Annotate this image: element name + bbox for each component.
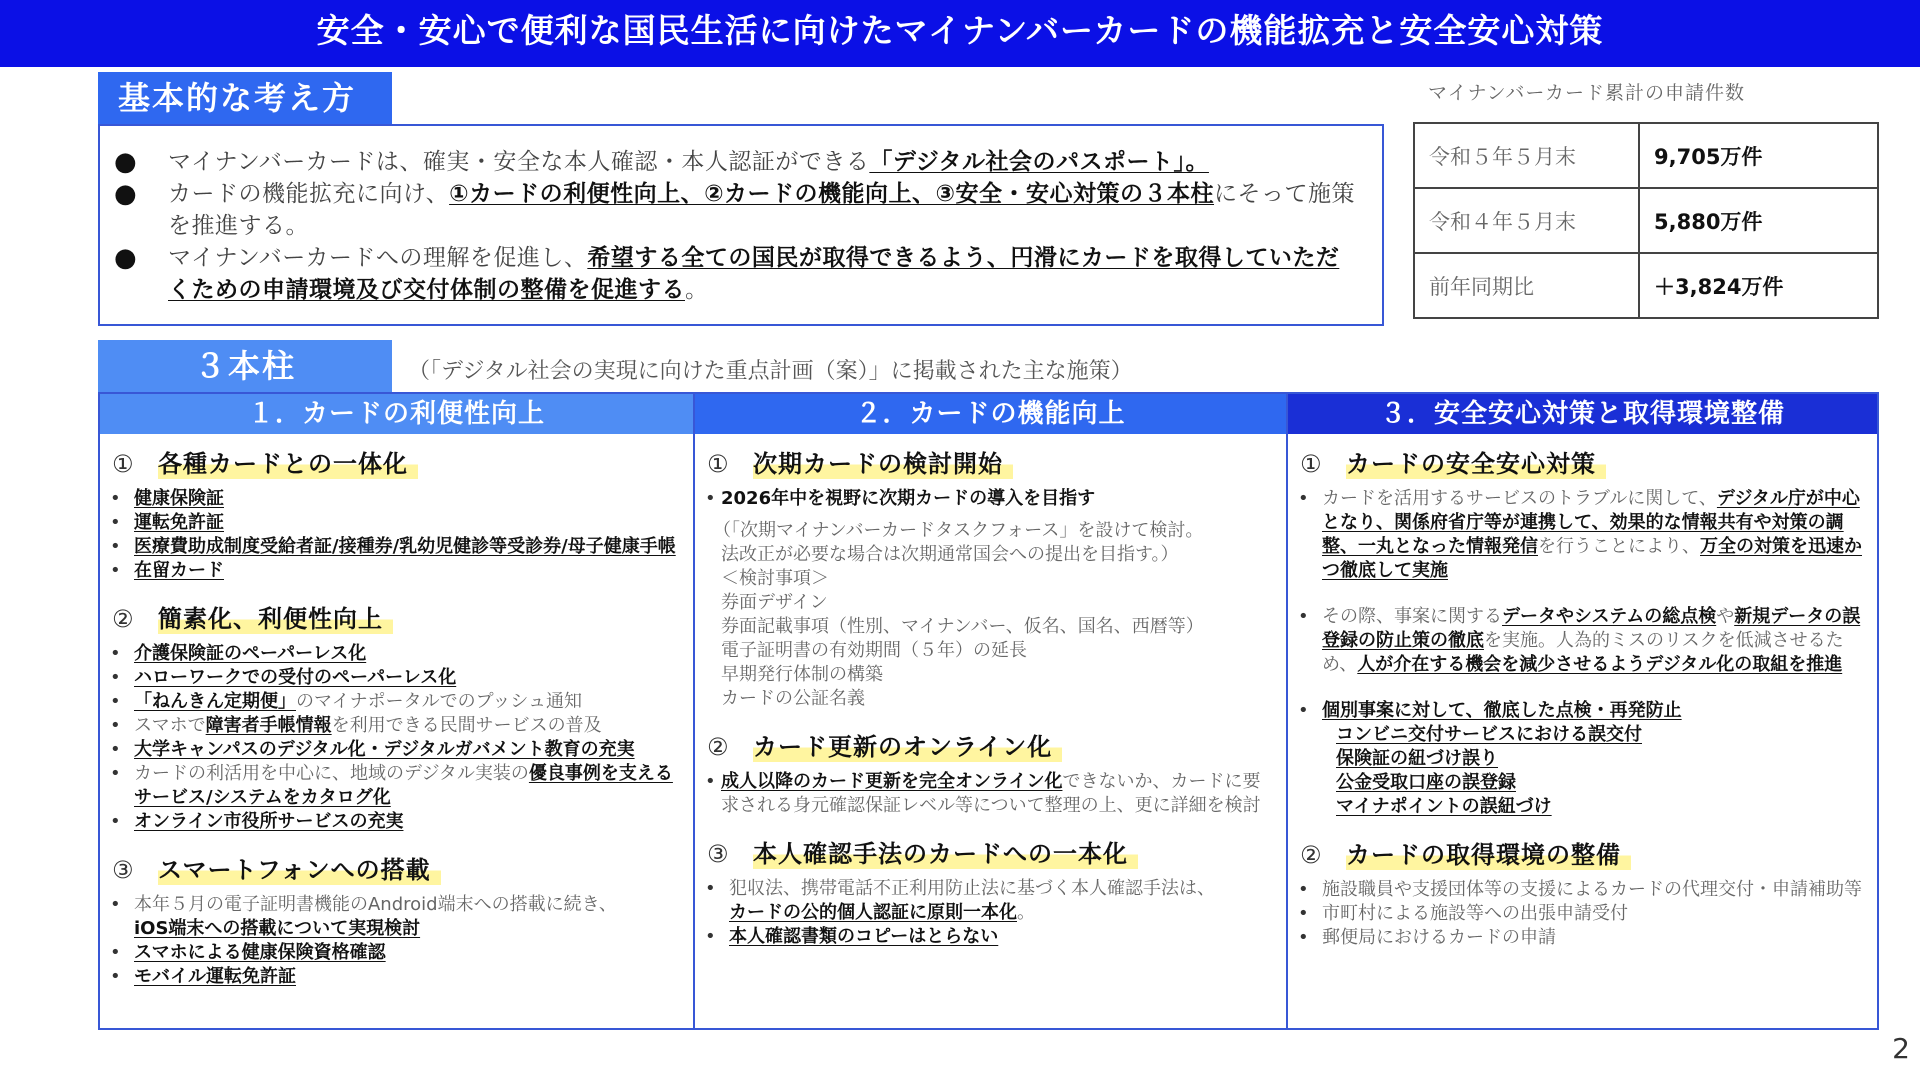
bullet-icon: •	[110, 691, 121, 712]
item-text: スマホによる健康保険資格確認	[134, 942, 386, 963]
item-text: カードを活用するサービスのトラブルに関して、	[1322, 488, 1717, 509]
item-text: その際、事案に関する	[1322, 606, 1502, 627]
item-text: を利用できる民間サービスの普及	[331, 715, 602, 736]
table-row	[1414, 123, 1878, 188]
list-item	[108, 511, 685, 535]
basic-emph: 希望する全ての国民が取得できるよう、円滑にカードを取得していただくための申請環境及び交付体制の整備を促進する	[168, 245, 1340, 303]
stats-label: 令和４年５月末	[1414, 188, 1639, 253]
basic-bullet-2	[114, 178, 1362, 242]
bullet-icon: •	[110, 667, 121, 688]
item-text: スマホで	[134, 715, 206, 736]
item-text: 保険証の紐づけ誤り	[1336, 748, 1498, 769]
bullet-icon: •	[110, 560, 121, 581]
column-convenience	[100, 394, 693, 1028]
item-list	[108, 642, 685, 834]
bullet-icon: ●	[114, 179, 137, 209]
basic-text: マイナンバーカードへの理解を促進し、	[168, 245, 588, 271]
section-heading	[108, 444, 685, 479]
list-item	[703, 770, 1278, 818]
list-item	[1296, 902, 1869, 926]
item-text: 本年５月の電子証明書機能のAndroid端末への搭載に続き、	[134, 894, 617, 915]
item-text: 郵便局におけるカードの申請	[1322, 927, 1556, 948]
section-number: ①	[112, 450, 134, 478]
item-emph: 人が介在する機会を減少させるようデジタル化の取組を推進	[1357, 654, 1843, 675]
pillars-columns	[98, 392, 1879, 1030]
column-head: １．カードの利便性向上	[100, 394, 693, 434]
item-text: 介護保険証のペーパーレス化	[134, 643, 367, 664]
plan-note-line: ＜検討事項＞	[721, 568, 829, 589]
item-text: 大学キャンパスのデジタル化・デジタルガバメント教育の充実	[134, 739, 635, 760]
basic-emph: ①カードの利便性向上、②カードの機能向上、③安全・安心対策の３本柱	[449, 181, 1215, 207]
section-name: 各種カードとの一体化	[158, 444, 418, 479]
bullet-icon: •	[110, 811, 121, 832]
list-item	[108, 690, 685, 714]
section-heading	[703, 834, 1278, 869]
basic-bullet-3	[114, 242, 1362, 306]
item-text: 運転免許証	[134, 512, 224, 533]
basic-text: 。	[685, 277, 709, 303]
bullet-icon: •	[110, 536, 121, 557]
section-number: ③	[112, 856, 134, 884]
bullet-icon: •	[110, 942, 121, 963]
item-list	[1296, 605, 1869, 677]
bullet-icon: •	[705, 771, 716, 792]
plan-note-line: カードの公証名義	[721, 688, 865, 709]
list-item	[1296, 926, 1869, 950]
bullet-icon: •	[110, 715, 121, 736]
list-item	[108, 487, 685, 511]
bullet-icon: •	[110, 739, 121, 760]
section-number: ②	[1300, 841, 1322, 869]
item-text: や	[1716, 606, 1735, 627]
item-list	[108, 487, 685, 583]
item-emph: データやシステムの総点検	[1502, 606, 1717, 627]
list-item	[108, 666, 685, 690]
bullet-icon: •	[705, 878, 716, 899]
section-number: ①	[1300, 450, 1322, 478]
basic-heading: 基本的な考え方	[98, 72, 392, 124]
item-list	[703, 770, 1278, 818]
list-item	[1296, 771, 1869, 795]
bullet-icon: •	[110, 894, 121, 915]
bullet-icon: •	[110, 643, 121, 664]
item-list	[703, 877, 1278, 949]
list-item	[1296, 747, 1869, 771]
plan-note-line: 電子証明書の有効期間（５年）の延長	[721, 640, 1027, 661]
item-list	[1296, 487, 1869, 583]
item-emph: カードの公的個人認証に原則一本化	[729, 902, 1017, 923]
section-name: 簡素化、利便性向上	[158, 599, 393, 634]
item-text: 個別事案に対して、徹底した点検・再発防止	[1322, 700, 1682, 721]
list-item	[108, 559, 685, 583]
bullet-icon: •	[705, 488, 716, 509]
section-heading	[703, 444, 1278, 479]
list-item	[703, 925, 1278, 949]
item-text: モバイル運転免許証	[134, 966, 296, 987]
section-name: カードの取得環境の整備	[1346, 835, 1631, 870]
item-emph: iOS端末への搭載について実現検討	[134, 918, 421, 939]
section-name: スマートフォンへの搭載	[158, 850, 441, 885]
list-item	[108, 642, 685, 666]
list-item	[703, 877, 1278, 925]
bullet-icon: •	[1298, 903, 1309, 924]
item-list	[1296, 699, 1869, 819]
item-text: 市町村による施設等への出張申請受付	[1322, 903, 1628, 924]
item-text: オンライン市役所サービスの充実	[134, 811, 404, 832]
list-item	[1296, 699, 1869, 723]
item-text: を実施。人為的ミスのリスクを低減させるため、	[1322, 630, 1844, 675]
item-list	[1296, 878, 1869, 950]
list-item	[1296, 723, 1869, 747]
item-emph: 障害者手帳情報	[205, 715, 332, 736]
list-item	[108, 535, 685, 559]
section-number: ②	[707, 733, 729, 761]
section-name: 次期カードの検討開始	[753, 444, 1013, 479]
item-emph: 新規データの誤登録の防止策の徹底	[1322, 606, 1861, 651]
item-text: 公金受取口座の誤登録	[1336, 772, 1516, 793]
section-heading	[108, 850, 685, 885]
item-text: 施設職員や支援団体等の支援によるカードの代理交付・申請補助等	[1322, 879, 1862, 900]
pillars-heading: ３本柱	[98, 340, 392, 393]
item-list	[108, 893, 685, 989]
item-text: マイナポイントの誤紐づけ	[1336, 796, 1552, 817]
list-item	[108, 893, 685, 941]
bullet-icon: •	[110, 763, 121, 784]
list-item	[108, 965, 685, 989]
item-text: 在留カード	[134, 560, 224, 581]
item-text: 2026年中を視野に次期カードの導入を目指す	[721, 488, 1096, 509]
item-emph: 万全の対策を迅速かつ徹底して実施	[1322, 536, 1862, 581]
item-emph: 成人以降のカード更新を完全オンライン化	[721, 771, 1063, 792]
item-text: ハローワークでの受付のペーパーレス化	[134, 667, 457, 688]
plan-note	[703, 519, 1278, 711]
section-heading	[1296, 444, 1869, 479]
stats-label: 令和５年５月末	[1414, 123, 1639, 188]
table-row	[1414, 188, 1878, 253]
table-row	[1414, 253, 1878, 318]
bullet-icon: •	[110, 512, 121, 533]
section-name: カード更新のオンライン化	[753, 727, 1062, 762]
basic-emph: 「デジタル社会のパスポート」。	[869, 149, 1209, 175]
stats-value: 5,880万件	[1639, 188, 1878, 253]
item-text: を行うことにより、	[1538, 536, 1700, 557]
item-text: のマイナポータルでのプッシュ通知	[296, 691, 583, 712]
bullet-icon: •	[1298, 879, 1309, 900]
list-item	[108, 810, 685, 834]
section-number: ①	[707, 450, 729, 478]
bullet-icon: ●	[114, 243, 137, 273]
pillars-note: （「デジタル社会の実現に向けた重点計画（案）」に掲載された主な施策）	[408, 359, 1133, 384]
stats-value: ＋3,824万件	[1639, 253, 1878, 318]
list-item	[1296, 605, 1869, 677]
basic-text: カードの機能拡充に向け、	[168, 181, 450, 207]
plan-note-line: 早期発行体制の構築	[721, 664, 883, 685]
column-head: ２．カードの機能向上	[695, 394, 1286, 434]
item-list	[703, 487, 1278, 511]
section-heading	[108, 599, 685, 634]
bullet-icon: •	[110, 966, 121, 987]
list-item	[108, 762, 685, 810]
section-name: カードの安全安心対策	[1346, 444, 1606, 479]
plan-note-line: 券面記載事項（性別、マイナンバー、仮名、国名、西暦等）	[721, 616, 1204, 637]
list-item	[1296, 878, 1869, 902]
item-emph: デジタル庁が中心となり、関係府省庁等が連携して、効果的な情報共有や対策の調整、一丸となった情報発信	[1322, 488, 1860, 557]
item-text: できないか、カードに要求される身元確認保証レベル等について整理の上、更に詳細を検討	[721, 771, 1261, 816]
basic-box	[98, 124, 1384, 326]
bullet-icon: •	[1298, 488, 1309, 509]
bullet-icon: •	[1298, 927, 1309, 948]
item-emph: 優良事例を支えるサービス/システムをカタログ化	[134, 763, 673, 808]
item-emph: 「ねんきん定期便」	[134, 691, 296, 712]
plan-note-line: 券面デザイン	[721, 592, 828, 613]
list-item	[703, 487, 1278, 511]
item-text: カードの利活用を中心に、地域のデジタル実装の	[134, 763, 529, 784]
stats-caption: マイナンバーカード累計の申請件数	[1428, 82, 1745, 104]
list-item	[108, 941, 685, 965]
item-text: 健康保険証	[134, 488, 224, 509]
item-text: 医療費助成制度受給者証/接種券/乳幼児健診等受診券/母子健康手帳	[134, 536, 676, 557]
bullet-icon: •	[1298, 606, 1309, 627]
stats-value: 9,705万件	[1639, 123, 1878, 188]
item-text: コンビニ交付サービスにおける誤交付	[1336, 724, 1642, 745]
page-number: 2	[1892, 1032, 1910, 1065]
list-item	[1296, 487, 1869, 583]
column-safety	[1286, 394, 1877, 1028]
section-heading	[1296, 835, 1869, 870]
bullet-icon: ●	[114, 147, 137, 177]
plan-note-line: （「次期マイナンバーカードタスクフォース」を設けて検討。	[713, 520, 1204, 541]
list-item	[108, 714, 685, 738]
basic-text: にそって施策を推進する。	[168, 181, 1356, 239]
section-name: 本人確認手法のカードへの一本化	[753, 834, 1138, 869]
list-item	[1296, 795, 1869, 819]
section-number: ③	[707, 840, 729, 868]
basic-bullet-1	[114, 146, 1362, 178]
bullet-icon: •	[110, 488, 121, 509]
bullet-icon: •	[705, 926, 716, 947]
list-item	[108, 738, 685, 762]
basic-text: マイナンバーカードは、確実・安全な本人確認・本人認証ができる	[168, 149, 870, 175]
plan-note-line: 法改正が必要な場合は次期通常国会への提出を目指す。）	[721, 544, 1179, 565]
bullet-icon: •	[1298, 700, 1309, 721]
column-head: ３．安全安心対策と取得環境整備	[1288, 394, 1877, 434]
section-heading	[703, 727, 1278, 762]
item-text: 。	[1017, 902, 1035, 923]
stats-label: 前年同期比	[1414, 253, 1639, 318]
page-title: 安全・安心で便利な国民生活に向けたマイナンバーカードの機能拡充と安全安心対策	[0, 0, 1920, 67]
item-text: 犯収法、携帯電話不正利用防止法に基づく本人確認手法は、	[729, 878, 1215, 899]
stats-table	[1413, 122, 1879, 319]
section-number: ②	[112, 605, 134, 633]
item-text: 本人確認書類のコピーはとらない	[729, 926, 999, 947]
column-function	[693, 394, 1286, 1028]
